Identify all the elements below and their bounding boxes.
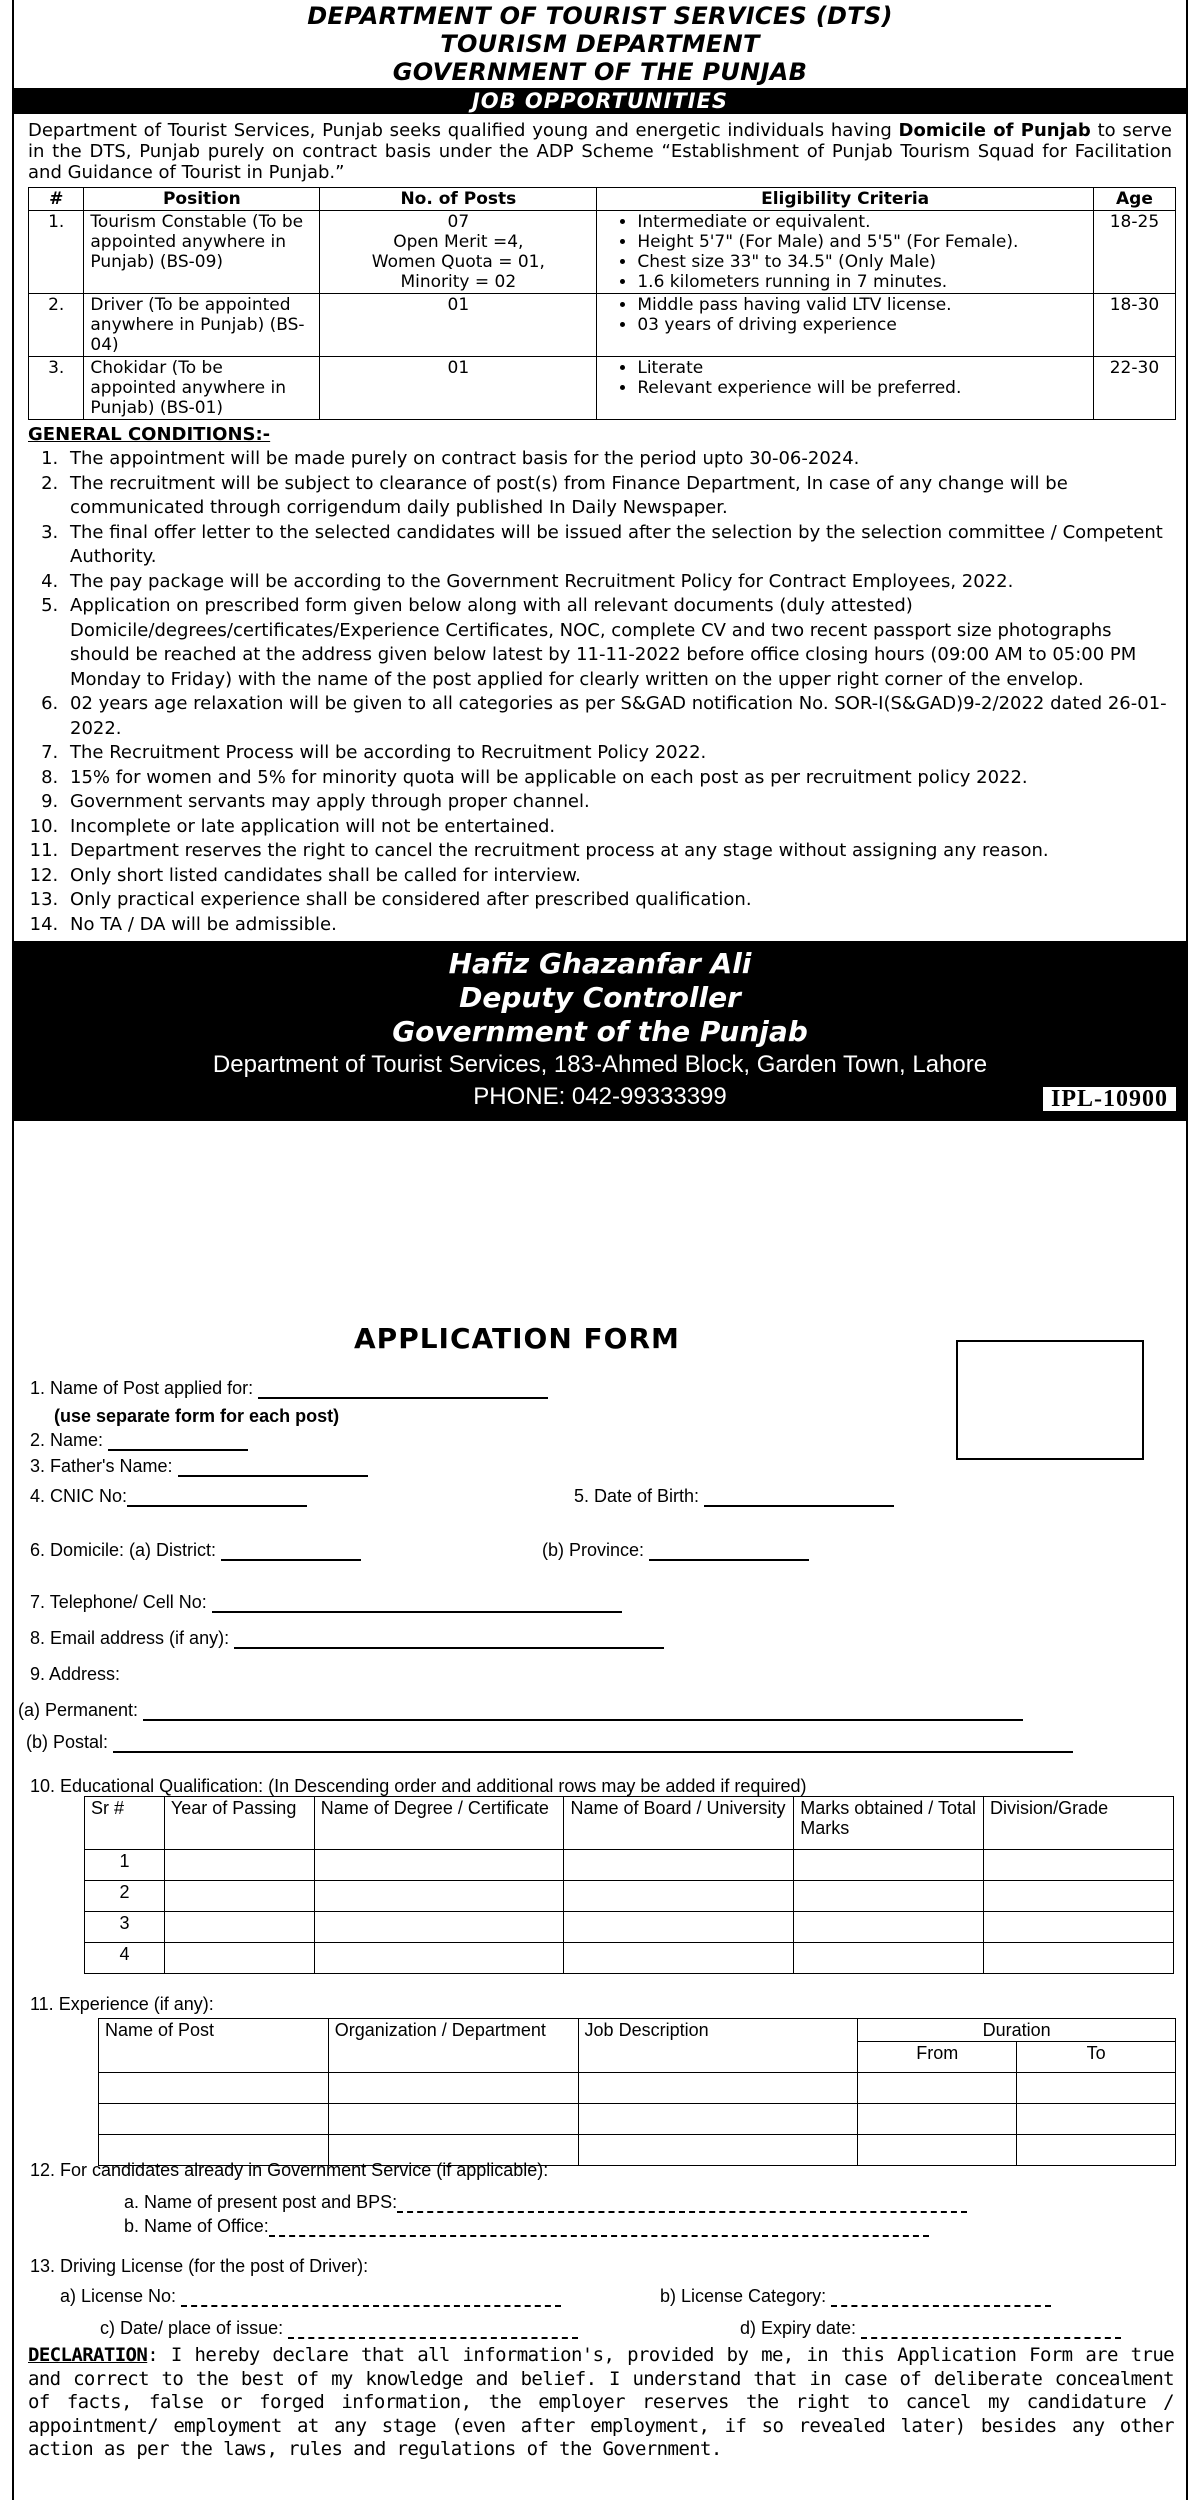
table-cell[interactable] [99, 2104, 329, 2135]
cnic-input[interactable] [127, 1489, 307, 1507]
general-conditions-title: GENERAL CONDITIONS:- [28, 424, 271, 445]
field-district-label: 6. Domicile: (a) District: [30, 1540, 217, 1560]
list-item: 10. Incomplete or late application will not be entertained. [64, 815, 1172, 840]
table-cell[interactable] [794, 1912, 984, 1943]
postal-address-input[interactable] [113, 1735, 1073, 1753]
row-posts [320, 211, 597, 294]
job-opportunities-band: JOB OPPORTUNITIES [14, 88, 1186, 114]
field-cnic-label: 4. CNIC No: [30, 1486, 128, 1506]
photo-box [956, 1340, 1144, 1460]
field-domicile-district [30, 1540, 361, 1561]
education-table [84, 1796, 1174, 1974]
intro-text-1: Department of Tourist Services, Punjab seeks qualified young and energetic individuals having [28, 120, 899, 141]
field-expiry-label: d) Expiry date: [740, 2318, 857, 2338]
table-row [85, 1881, 1174, 1912]
field-govt-service: 12. For candidates already in Government Service (if applicable): [30, 2160, 549, 2180]
list-item: 5. Application on prescribed form given below along with all relevant documents (duly attested) Domicile/degrees/certificates/Experience Certificates, NOC, complete CV and two recent passport size photographs should be reached at the address given below latest by 11-11-2022 before office closing hours (09:00 AM to 05:00 PM Monday to Friday) with the name of the post applied for clearly written on the upper right corner of the envelop. [64, 594, 1172, 692]
exp-col-from: From [858, 2042, 1017, 2073]
exp-col-duration: Duration [858, 2019, 1176, 2042]
row-criteria [597, 357, 1094, 420]
field-name [30, 1430, 248, 1451]
field-phone [30, 1592, 622, 1613]
field-license-no-label: a) License No: [60, 2286, 177, 2306]
table-cell[interactable] [578, 2073, 858, 2104]
exp-col-post: Name of Post [99, 2019, 329, 2073]
list-item: • Middle pass having valid LTV license. [637, 295, 1087, 315]
father-name-input[interactable] [178, 1459, 368, 1477]
field-permanent-label: (a) Permanent: [18, 1700, 139, 1720]
field-postal [26, 1732, 1073, 1753]
field-email-label: 8. Email address (if any): [30, 1628, 230, 1648]
table-cell[interactable] [1017, 2073, 1176, 2104]
table-cell[interactable] [99, 2073, 329, 2104]
header-tourism: TOURISM DEPARTMENT [440, 30, 760, 58]
field-driving-license: 13. Driving License (for the post of Driver): [30, 2256, 369, 2276]
field-domicile-province [542, 1540, 809, 1561]
table-cell[interactable] [794, 1850, 984, 1881]
list-item: 4. The pay package will be according to the Government Recruitment Policy for Contract Employees, 2022. [64, 570, 1172, 595]
field-expiry [740, 2318, 1121, 2339]
declaration-title: DECLARATION [28, 2344, 148, 2366]
intro-text-2: to serve in the DTS, Punjab purely on contract basis under the ADP Scheme “Establishment of Punjab Tourism Squad for Facilitation and Guidance of Tourist in Punjab.” [28, 120, 1172, 183]
exp-col-to: To [1017, 2042, 1176, 2073]
list-item: 1. The appointment will be made purely on contract basis for the period upto 30-06-2024. [64, 447, 1172, 472]
table-cell[interactable] [328, 2104, 578, 2135]
table-cell[interactable] [858, 2104, 1017, 2135]
license-category-input[interactable] [831, 2291, 1051, 2307]
table-cell[interactable] [858, 2073, 1017, 2104]
table-cell[interactable] [1017, 2135, 1176, 2166]
table-cell[interactable] [564, 1912, 794, 1943]
expiry-input[interactable] [861, 2323, 1121, 2339]
field-email [30, 1628, 664, 1649]
dob-input[interactable] [704, 1489, 894, 1507]
row-posts: 01 [320, 294, 597, 357]
name-input[interactable] [108, 1433, 248, 1451]
table-cell[interactable] [328, 2073, 578, 2104]
col-posts: No. of Posts [320, 188, 597, 211]
edu-sr: 2 [85, 1881, 165, 1912]
exp-col-description: Job Description [578, 2019, 858, 2073]
field-issue [100, 2318, 578, 2339]
intro-domicile: Domicile of Punjab [898, 120, 1091, 141]
signature-block [14, 941, 1186, 1121]
field-license-category-label: b) License Category: [660, 2286, 827, 2306]
office-input[interactable] [269, 2221, 929, 2237]
table-cell[interactable] [984, 1943, 1174, 1974]
row-number: 2. [29, 294, 84, 357]
header-government: GOVERNMENT OF THE PUNJAB [392, 58, 808, 86]
declaration-text: : I hereby declare that all information's, provided by me, in this Application Form are true and correct to the best of my knowledge and belief. I understand that in case of deliberate concealment of facts, false or forged information, the employer reserves the right to cancel my candidature / appointment/ employment at any stage (even after employment, if so revealed later) besides any other action as per the laws, rules and regulations of the Government. [28, 2344, 1174, 2460]
phone-line [14, 1081, 1186, 1113]
field-post-label: 1. Name of Post applied for: [30, 1378, 254, 1398]
office-address: Department of Tourist Services, 183-Ahmed Block, Garden Town, Lahore [212, 1051, 988, 1078]
table-cell[interactable] [164, 1881, 314, 1912]
table-row [99, 2073, 1176, 2104]
edu-col-board: Name of Board / University [564, 1797, 794, 1850]
table-row [85, 1912, 1174, 1943]
list-item: • 03 years of driving experience [637, 315, 1087, 335]
posts-women-quota: Women Quota = 01, [371, 252, 545, 272]
phone-input[interactable] [212, 1595, 622, 1613]
row-number: 1. [29, 211, 84, 294]
field-dob [574, 1486, 894, 1507]
row-age: 18-25 [1093, 211, 1175, 294]
table-cell[interactable] [314, 1881, 564, 1912]
intro-paragraph [14, 114, 1186, 183]
jobs-header-row [29, 188, 1176, 211]
table-row [29, 357, 1176, 420]
field-postal-label: (b) Postal: [26, 1732, 109, 1752]
exp-col-organization: Organization / Department [328, 2019, 578, 2073]
row-age: 18-30 [1093, 294, 1175, 357]
table-cell[interactable] [984, 1850, 1174, 1881]
field-education: 10. Educational Qualification: (In Descending order and additional rows may be added if required) [30, 1776, 807, 1796]
list-item: • Height 5'7" (For Male) and 5'5" (For Female). [637, 232, 1087, 252]
field-province-label: (b) Province: [542, 1540, 645, 1560]
table-row [29, 294, 1176, 357]
field-post [30, 1378, 548, 1399]
table-cell[interactable] [164, 1943, 314, 1974]
list-item: 6. 02 years age relaxation will be given to all categories as per S&GAD notification No. SOR-I(S&GAD)9-2/2022 dated 26-01-2022. [64, 692, 1172, 741]
license-no-input[interactable] [181, 2291, 561, 2307]
table-cell[interactable] [314, 1912, 564, 1943]
row-age: 22-30 [1093, 357, 1175, 420]
table-cell[interactable] [794, 1881, 984, 1912]
list-item: • Literate [637, 358, 1087, 378]
posts-minority: Minority = 02 [400, 272, 517, 292]
table-cell[interactable] [794, 1943, 984, 1974]
permanent-address-input[interactable] [143, 1703, 1023, 1721]
field-present-post-label: a. Name of present post and BPS: [124, 2192, 398, 2212]
field-address: 9. Address: [30, 1664, 121, 1684]
field-post-note: (use separate form for each post) [54, 1406, 340, 1426]
edu-sr: 1 [85, 1850, 165, 1881]
table-cell[interactable] [1017, 2104, 1176, 2135]
list-item: • Intermediate or equivalent. [637, 212, 1087, 232]
edu-col-division: Division/Grade [984, 1797, 1174, 1850]
row-position: Chokidar (To be appointed anywhere in Punjab) (BS-01) [84, 357, 320, 420]
signatory-name: Hafiz Ghazanfar Ali [448, 947, 752, 980]
table-cell[interactable] [564, 1881, 794, 1912]
posts-total: 07 [447, 212, 470, 232]
form-title: APPLICATION FORM [354, 1322, 680, 1355]
table-cell[interactable] [858, 2135, 1017, 2166]
edu-col-marks: Marks obtained / Total Marks [794, 1797, 984, 1850]
ipl-code: IPL-10900 [1041, 1085, 1178, 1113]
list-item: • Relevant experience will be preferred. [637, 378, 1087, 398]
col-number: # [29, 188, 84, 211]
list-item: 3. The final offer letter to the selected candidates will be issued after the selection by the selection committee / Competent Authority. [64, 521, 1172, 570]
field-issue-label: c) Date/ place of issue: [100, 2318, 284, 2338]
col-eligibility: Eligibility Criteria [597, 188, 1094, 211]
field-permanent [18, 1700, 1023, 1721]
issue-input[interactable] [288, 2323, 578, 2339]
phone-number: PHONE: 042-99333399 [473, 1083, 727, 1110]
experience-table [98, 2018, 1176, 2166]
row-position: Tourism Constable (To be appointed anywhere in Punjab) (BS-09) [84, 211, 320, 294]
application-form [14, 1322, 1186, 2500]
edu-col-degree: Name of Degree / Certificate [314, 1797, 564, 1850]
table-row [99, 2104, 1176, 2135]
table-cell[interactable] [564, 1943, 794, 1974]
table-cell[interactable] [984, 1912, 1174, 1943]
field-license-no [60, 2286, 561, 2307]
row-criteria [597, 294, 1094, 357]
table-row [85, 1943, 1174, 1974]
list-item: 9. Government servants may apply through proper channel. [64, 790, 1172, 815]
list-item: 7. The Recruitment Process will be according to Recruitment Policy 2022. [64, 741, 1172, 766]
table-row [85, 1850, 1174, 1881]
table-cell[interactable] [578, 2104, 858, 2135]
education-header-row [85, 1797, 1174, 1850]
jobs-table [28, 187, 1176, 420]
list-item: 12. Only short listed candidates shall be called for interview. [64, 864, 1172, 889]
field-father [30, 1456, 368, 1477]
field-name-label: 2. Name: [30, 1430, 104, 1450]
list-item: 14. No TA / DA will be admissible. [64, 913, 1172, 938]
edu-sr: 3 [85, 1912, 165, 1943]
present-post-input[interactable] [397, 2197, 967, 2213]
list-item: 11. Department reserves the right to cancel the recruitment process at any stage without assigning any reason. [64, 839, 1172, 864]
experience-header-row [99, 2019, 1176, 2042]
edu-col-year: Year of Passing [164, 1797, 314, 1850]
row-posts: 01 [320, 357, 597, 420]
list-item: 2. The recruitment will be subject to clearance of post(s) from Finance Department, In case of any change will be communicated through corrigendum daily published In Daily Newspaper. [64, 472, 1172, 521]
field-experience: 11. Experience (if any): [30, 1994, 214, 2014]
province-input[interactable] [649, 1543, 809, 1561]
row-criteria [597, 211, 1094, 294]
field-license-category [660, 2286, 1051, 2307]
edu-sr: 4 [85, 1943, 165, 1974]
field-dob-label: 5. Date of Birth: [574, 1486, 700, 1506]
table-cell[interactable] [984, 1881, 1174, 1912]
list-item: • Chest size 33" to 34.5" (Only Male) [637, 252, 1087, 272]
field-office-label: b. Name of Office: [124, 2216, 269, 2236]
general-conditions-list [28, 447, 1172, 937]
table-cell[interactable] [314, 1850, 564, 1881]
table-cell[interactable] [164, 1850, 314, 1881]
list-item: • 1.6 kilometers running in 7 minutes. [637, 272, 1087, 292]
posts-open-merit: Open Merit =4, [393, 232, 524, 252]
district-input[interactable] [221, 1543, 361, 1561]
list-item: 13. Only practical experience shall be considered after prescribed qualification. [64, 888, 1172, 913]
field-phone-label: 7. Telephone/ Cell No: [30, 1592, 207, 1612]
col-age: Age [1093, 188, 1175, 211]
signatory-government: Government of the Punjab [392, 1015, 808, 1048]
row-number: 3. [29, 357, 84, 420]
row-position: Driver (To be appointed anywhere in Punjab) (BS-04) [84, 294, 320, 357]
table-cell[interactable] [314, 1943, 564, 1974]
table-cell[interactable] [564, 1850, 794, 1881]
declaration [28, 2344, 1174, 2462]
header-department: DEPARTMENT OF TOURIST SERVICES (DTS) [307, 2, 893, 30]
table-cell[interactable] [164, 1912, 314, 1943]
email-input[interactable] [234, 1631, 664, 1649]
signatory-designation: Deputy Controller [459, 981, 741, 1014]
field-father-label: 3. Father's Name: [30, 1456, 173, 1476]
table-row [29, 211, 1176, 294]
edu-col-sr: Sr # [85, 1797, 165, 1850]
post-input[interactable] [258, 1381, 548, 1399]
advertisement-page [12, 0, 1188, 2500]
list-item: 8. 15% for women and 5% for minority quota will be applicable on each post as per recruitment policy 2022. [64, 766, 1172, 791]
field-cnic [30, 1486, 307, 1507]
field-present-post [124, 2192, 967, 2213]
table-cell[interactable] [578, 2135, 858, 2166]
col-position: Position [84, 188, 320, 211]
field-office [124, 2216, 929, 2237]
